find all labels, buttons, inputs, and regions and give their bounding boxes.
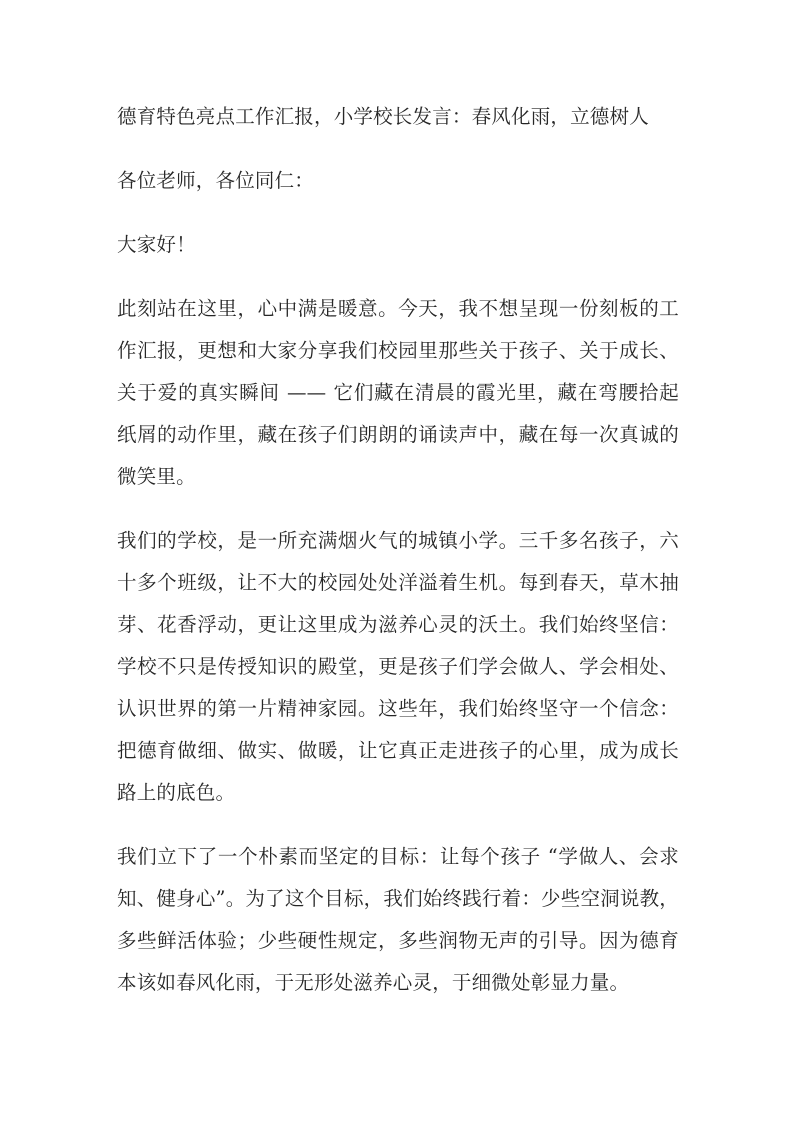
document-title: 德育特色亮点工作汇报，小学校长发言：春风化雨，立德树人 [117, 105, 649, 128]
body-paragraph-1: 此刻站在这里，心中满是暖意。今天，我不想呈现一份刻板的工作汇报，更想和大家分享我们校园里那些关于孩子、关于成长、关于爱的真实瞬间 —— 它们藏在清晨的霞光里，藏在弯腰拾起纸屑的动作里，藏在孩子们朗朗的诵读声中，藏在每一次真诚的微笑里。 [117, 297, 679, 488]
body-paragraph-2: 我们的学校，是一所充满烟火气的城镇小学。三千多名孩子，六十多个班级，让不大的校园处处洋溢着生机。每到春天，草木抽芽、花香浮动，更让这里成为滋养心灵的沃土。我们始终坚信：学校不只是传授知识的殿堂，更是孩子们学会做人、学会相处、认识世界的第一片精神家园。这些年，我们始终坚守一个信念：把德育做细、做实、做暖，让它真正走进孩子的心里，成为成长路上的底色。 [117, 529, 679, 804]
salutation-paragraph: 各位老师，各位同仁： [117, 169, 315, 192]
greeting-paragraph: 大家好！ [117, 233, 196, 256]
body-paragraph-3: 我们立下了一个朴素而坚定的目标：让每个孩子 “学做人、会求知、健身心”。为了这个目标，我们始终践行着：少些空洞说教，多些鲜活体验；少些硬性规定，多些润物无声的引导。因为德育本该如春风化雨，于无形处滋养心灵，于细微处彰显力量。 [117, 845, 679, 994]
document-body [117, 96, 679, 1004]
